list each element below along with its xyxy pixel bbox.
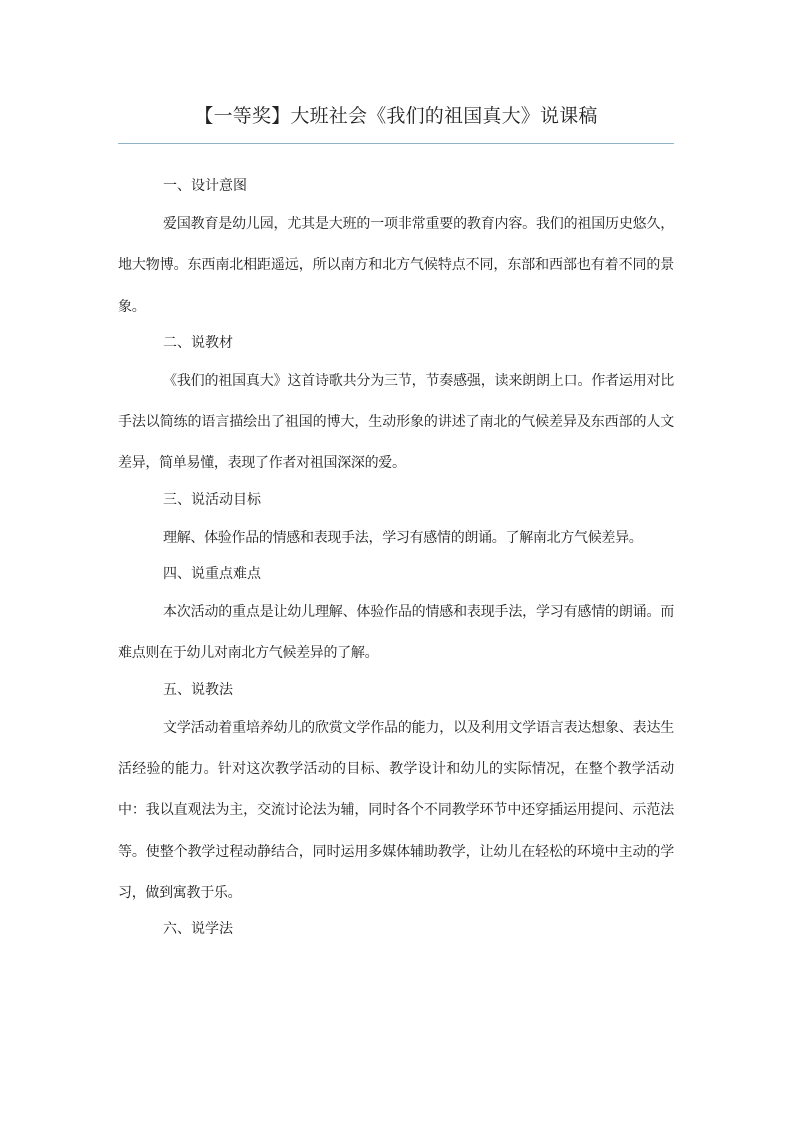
section-heading-design-intent: 一、设计意图 [163, 178, 247, 194]
section-heading-learning-methods: 六、说学法 [163, 921, 233, 938]
section-body-teaching-methods: 文学活动着重培养幼儿的欣赏文学作品的能力，以及利用文学语言表达想象、表达生活经验的能力。针对这次教学活动的目标、教学设计和幼儿的实际情况，在整个教学活动中：我以直观法为主，交流讨论法为辅，同时各个不同教学环节中还穿插运用提问、示范法等。使整个教学过程动静结合，同时运用多媒体辅助教学，让幼儿在轻松的环境中主动的学习，做到寓教于乐。 [118, 719, 674, 901]
section-heading-teaching-material: 二、说教材 [163, 334, 233, 351]
section-body-teaching-material: 《我们的祖国真大》这首诗歌共分为三节，节奏感强，读来朗朗上口。作者运用对比手法以简练的语言描绘出了祖国的博大，生动形象的讲述了南北的气候差异及东西部的人文差异，简单易懂，表现了作者对祖国深深的爱。 [118, 372, 674, 472]
document-body [118, 171, 674, 947]
section-body-design-intent: 爱国教育是幼儿园，尤其是大班的一项非常重要的教育内容。我们的祖国历史悠久，地大物博。东西南北相距遥远，所以南方和北方气候特点不同，东部和西部也有着不同的景象。 [118, 216, 674, 315]
title-divider [118, 143, 674, 144]
section-heading-teaching-methods: 五、说教法 [163, 681, 233, 698]
section-heading-key-points: 四、说重点难点 [163, 566, 261, 583]
document-title: 【一等奖】大班社会《我们的祖国真大》说课稿 [194, 105, 598, 127]
section-heading-activity-goals: 三、说活动目标 [163, 491, 261, 508]
section-body-activity-goals: 理解、体验作品的情感和表现手法，学习有感情的朗诵。了解南北方气候差异。 [163, 529, 643, 546]
section-body-key-points: 本次活动的重点是让幼儿理解、体验作品的情感和表现手法，学习有感情的朗诵。而难点则在于幼儿对南北方气候差异的了解。 [118, 604, 674, 662]
